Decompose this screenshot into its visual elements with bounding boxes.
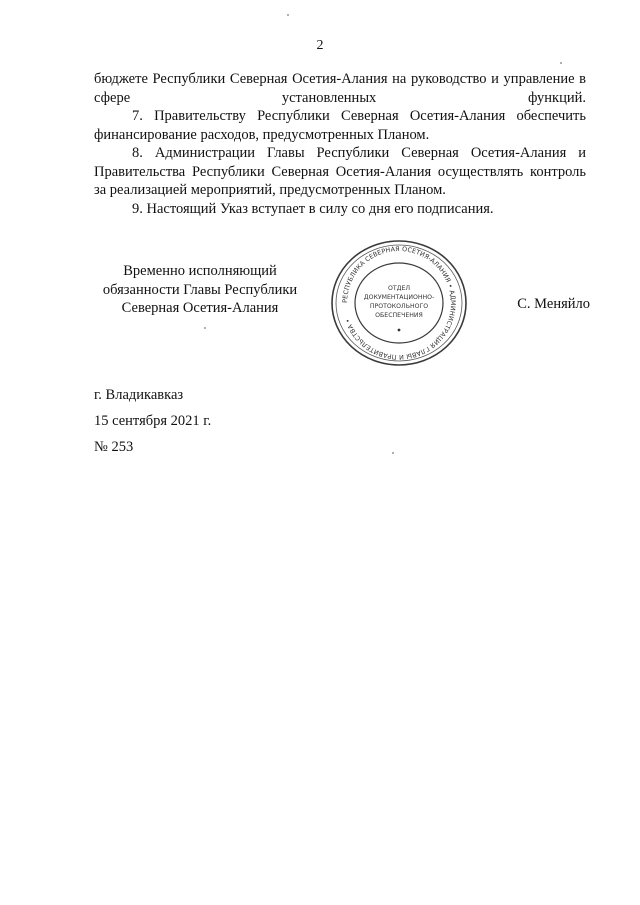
signatory-name: С. Меняйло (517, 296, 590, 312)
seal-line: ОБЕСПЕЧЕНИЯ (375, 312, 423, 319)
issue-city: г. Владикавказ (94, 387, 184, 403)
official-seal-stamp (323, 238, 475, 368)
signatory-position-line: обязанности Главы Республики (102, 281, 298, 298)
document-footer (94, 386, 211, 464)
decree-number: № 253 (94, 439, 134, 455)
document-body (94, 70, 586, 218)
paragraph-continuation: бюджете Республики Северная Осетия-Алания на руководство и управление в сфере установленных функций. (94, 71, 586, 106)
scan-speck (560, 62, 562, 64)
paragraph-7: 7. Правительству Республики Северная Осетия-Алания обеспечить финансирование расходов, предусмотренных Планом. (94, 108, 586, 143)
seal-line: ОТДЕЛ (387, 285, 411, 292)
issue-date: 15 сентября 2021 г. (94, 413, 212, 429)
seal-line: ПРОТОКОЛЬНОГО (369, 303, 429, 310)
scan-speck (204, 327, 206, 329)
seal-line: ДОКУМЕНТАЦИОННО- (363, 294, 435, 301)
signatory-position (100, 262, 300, 318)
signatory-position-line: Временно исполняющий (123, 263, 277, 279)
scan-speck (287, 14, 289, 16)
paragraph-8: 8. Администрации Главы Республики Северная Осетия-Алания и Правительства Республики Северная Осетия-Алания осуществлять контроль за реализацией мероприятий, предусмотренных Планом. (94, 145, 586, 198)
seal-outer-text: РЕСПУБЛИКА СЕВЕРНАЯ ОСЕТИЯ-АЛАНИЯ • АДМИНИСТРАЦИЯ ГЛАВЫ И ПРАВИТЕЛЬСТВА • (340, 244, 458, 362)
signatory-position-line: Северная Осетия-Алания (121, 300, 279, 316)
scan-speck (392, 452, 394, 454)
paragraph-9: 9. Настоящий Указ вступает в силу со дня его подписания. (132, 200, 494, 217)
page-number: 2 (316, 38, 324, 53)
